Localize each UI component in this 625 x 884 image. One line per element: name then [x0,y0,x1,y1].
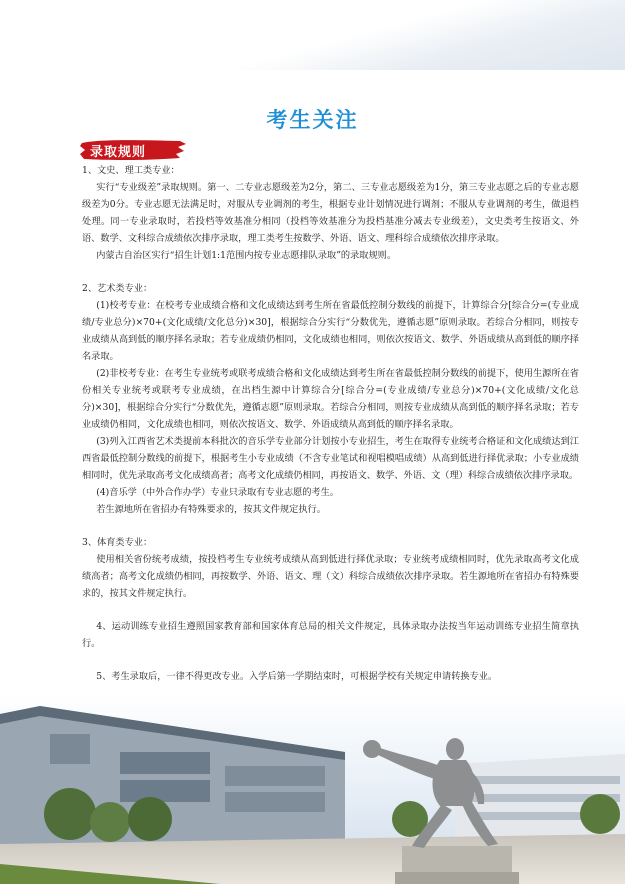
sports-training-rule: 4、运动训练专业招生遵照国家教育部和国家体育总局的相关文件规定，具体录取办法按当年运动训练专业招生简章执行。 [82,621,579,649]
spacer [82,652,579,668]
arts-science-heading: 1、文史、理工类专业： [82,165,180,176]
sports-heading: 3、体育类专业： [82,537,153,548]
section-tag-label: 录取规则 [90,145,147,160]
art-music-coop-rule: (4)音乐学（中外合作办学）专业只录取有专业志愿的考生。 [96,487,339,498]
spacer [82,602,579,618]
art-special-requirement: 若生源地所在省招办有特殊要求的，按其文件规定执行。 [96,504,326,515]
admission-rules-body [82,162,579,685]
spacer [82,264,579,280]
arts-science-rule: 实行“专业级差”录取规则。第一、二专业志愿级差为2分，第二、三专业志愿级差为1分，第三专业志愿之后的专业志愿级差为0分。专业志愿无法满足时，对服从专业调剂的考生，根据专业计划情况进行调剂；不服从专业调剂的考生，做退档处理。同一专业录取时，若投档等效基准分相同（投档等效基准分为投档基准分减去专业级差），文史类考生按语文、外语、数学、文科综合成绩依次排序录取，理工类考生按数学、外语、语文、理科综合成绩依次排序录取。 [82,182,579,244]
sports-rule: 使用相关省份统考成绩，按投档考生专业统考成绩从高到低进行择优录取；专业统考成绩相同时，优先录取高考文化成绩高者；高考文化成绩仍相同，再按数学、外语、语文、理（文）科综合成绩依次排序录取。若生源地所在省招办有特殊要求的，按其文件规定执行。 [82,554,579,599]
spacer [82,518,579,534]
art-non-school-exam-rule: (2)非校考专业：在考生专业统考或联考成绩合格和文化成绩达到考生所在省最低控制分数线的前提下，使用生源所在省份相关专业统考或联考专业成绩，在出档生源中计算综合分[综合分=(专业成绩/专业总分)×70+(文化成绩/文化总分)×30]，根据综合分实行“分数优先，遵循志愿”原则录取。若综合分相同，则按专业成绩从高到低的顺序择名录取；若专业成绩仍相同，文化成绩也相同，则依次按语文、数学、外语成绩从高到低的顺序择名录取。 [82,368,579,430]
art-heading: 2、艺术类专业： [82,283,153,294]
campus-photo [0,694,625,884]
inner-mongolia-rule: 内蒙古自治区实行“招生计划1:1范围内按专业志愿排队录取”的录取规则。 [96,250,397,261]
major-transfer-rule: 5、考生录取后，一律不得更改专业。入学后第一学期结束时，可根据学校有关规定申请转换专业。 [96,671,498,682]
section-tag [80,138,188,162]
art-school-exam-rule: (1)校考专业：在校考专业成绩合格和文化成绩达到考生所在省最低控制分数线的前提下，计算综合分[综合分=(专业成绩/专业总分)×70+(文化成绩/文化总分)×30]，根据综合分实行“分数优先，遵循志愿”原则录取。若综合分相同，则按专业成绩从高到低的顺序择名录取；若专业成绩仍相同，文化成绩也相同，则依次按语文、数学、外语成绩从高到低的顺序择名录取。 [82,300,579,362]
page-title: 考生关注 [266,107,359,132]
art-jiangxi-music-rule: (3)列入江西省艺术类提前本科批次的音乐学专业部分计划按小专业招生，考生在取得专业统考合格证和文化成绩达到江西省最低控制分数线的前提下，根据考生小专业成绩（不含专业笔试和视唱模唱成绩）从高到低进行择优录取；小专业成绩相同时，优先录取高考文化成绩高者；高考文化成绩仍相同，再按语文、数学、外语、文（理）科综合成绩依次排序录取。 [82,436,579,481]
top-decorative-band [0,0,625,70]
campus-illustration [0,694,625,884]
